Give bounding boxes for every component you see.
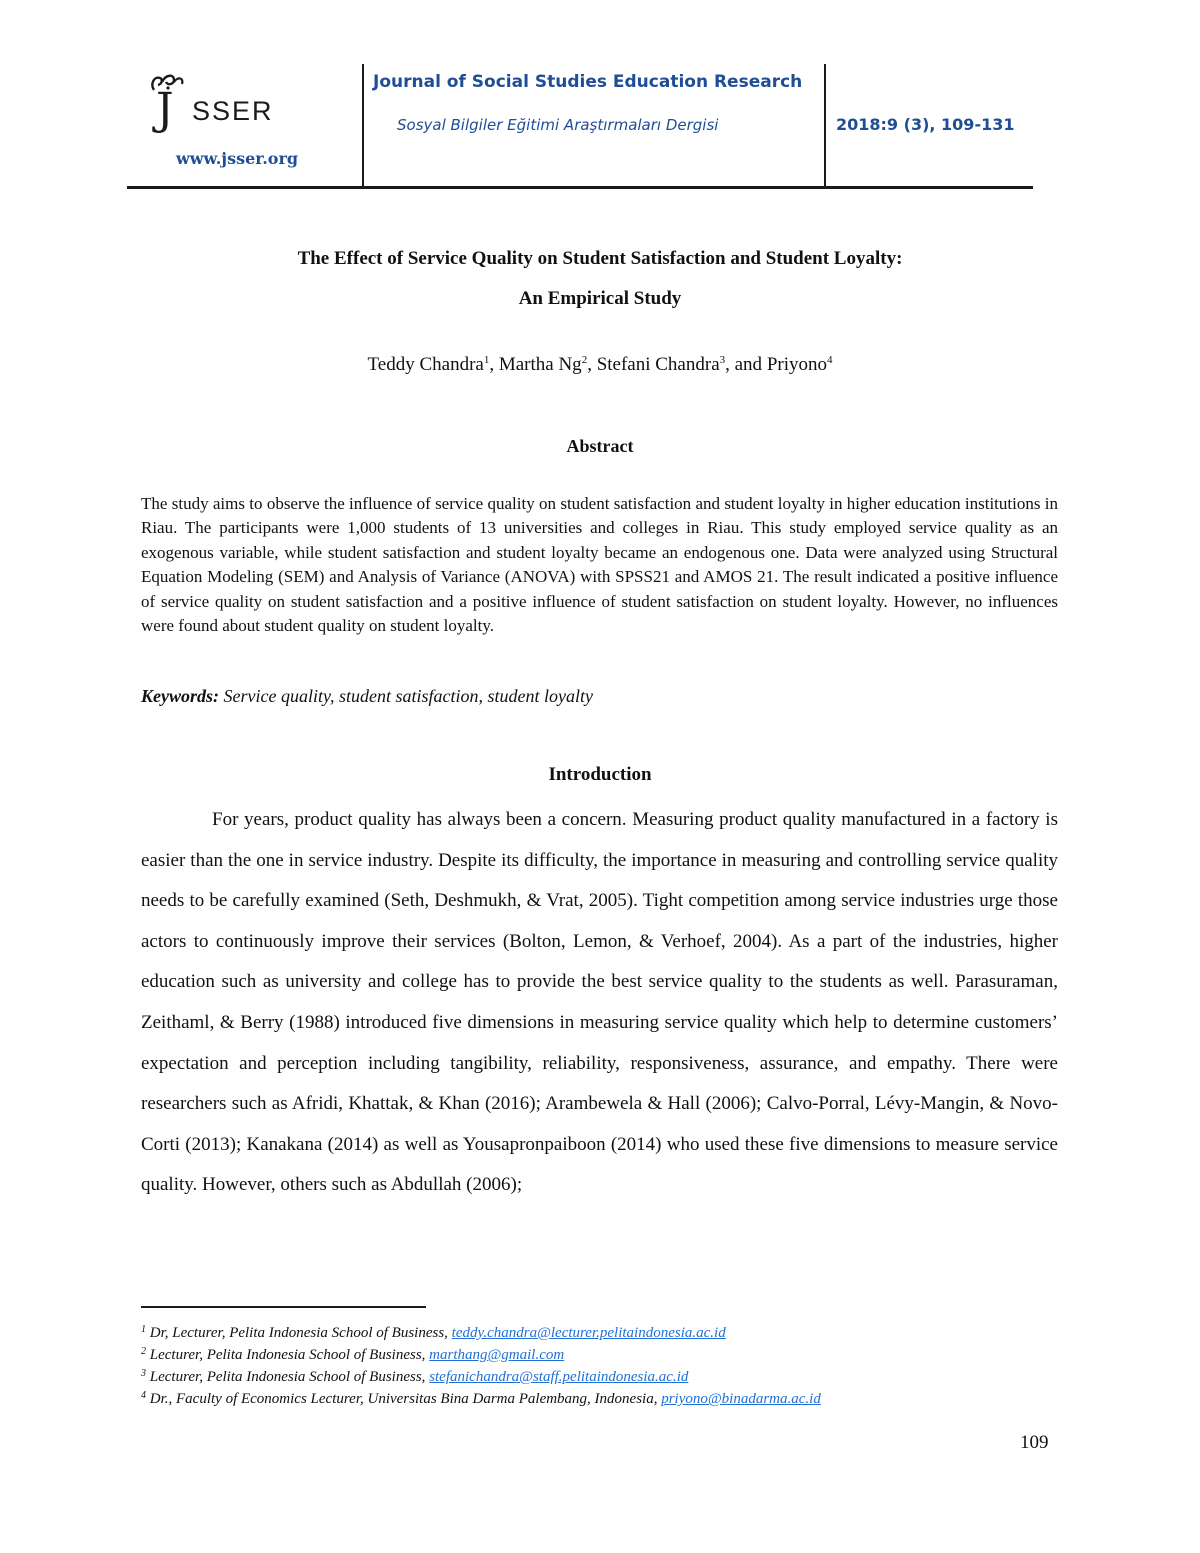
journal-title: Journal of Social Studies Education Research (373, 72, 803, 92)
author-affiliation-mark: 4 (827, 354, 833, 366)
footnote-email-link[interactable]: stefanichandra@staff.pelitaindonesia.ac.id (429, 1369, 689, 1385)
author-separator: , (489, 354, 499, 375)
footnote-item (141, 1344, 1071, 1366)
author-name: Stefani Chandra (596, 354, 720, 375)
logo-text: SSER (192, 96, 274, 126)
author-name: Teddy Chandra (367, 354, 484, 375)
keywords-text: Service quality, student satisfaction, student loyalty (223, 686, 593, 706)
footnote-number: 4 (141, 1390, 146, 1401)
logo-initial: J (156, 84, 174, 135)
author-name: Martha Ng (498, 354, 582, 375)
footnote-item (141, 1322, 1071, 1344)
header-divider-left (362, 64, 364, 186)
footnote-rule (141, 1306, 426, 1308)
paper-title-line-1: The Effect of Service Quality on Student Satisfaction and Student Loyalty: (297, 248, 903, 269)
journal-logo (148, 70, 318, 135)
footnote-text: Lecturer, Pelita Indonesia School of Business, (146, 1347, 430, 1363)
footnote-number: 3 (141, 1368, 146, 1379)
keywords (141, 686, 593, 707)
keywords-label: Keywords: (141, 686, 219, 706)
header-divider-right (824, 64, 826, 186)
footnote-email-link[interactable]: marthang@gmail.com (429, 1347, 565, 1363)
footnote-item (141, 1388, 1071, 1410)
footnote-number: 1 (141, 1324, 146, 1335)
journal-volume: 2018:9 (3), 109-131 (836, 115, 1015, 134)
author-affiliation-mark: 1 (483, 354, 490, 366)
footnote-number: 2 (141, 1346, 146, 1357)
footnote-text: Dr., Faculty of Economics Lecturer, Universitas Bina Darma Palembang, Indonesia, (146, 1391, 662, 1407)
footnote-text: Dr, Lecturer, Pelita Indonesia School of Business, (146, 1325, 452, 1341)
abstract-heading: Abstract (566, 436, 634, 456)
author-affiliation-mark: 2 (581, 354, 588, 366)
footnote-email-link[interactable]: priyono@binadarma.ac.id (661, 1391, 821, 1407)
author-separator: , (587, 354, 597, 375)
author-separator: , and (725, 354, 767, 375)
author-name: Priyono (766, 354, 827, 375)
author-affiliation-mark: 3 (719, 354, 726, 366)
introduction-heading: Introduction (548, 764, 652, 785)
footnote-text: Lecturer, Pelita Indonesia School of Business, (146, 1369, 430, 1385)
site-url-link[interactable]: www.jsser.org (176, 149, 299, 168)
header-rule (127, 186, 1033, 189)
footnote-item (141, 1366, 1071, 1388)
journal-subtitle: Sosyal Bilgiler Eğitimi Araştırmaları Dergisi (397, 116, 719, 134)
introduction-body: For years, product quality has always been a concern. Measuring product quality manufactured in a factory is easier than the one in service industry. Despite its difficulty, the importance in measuring and controlling service quality needs to be carefully examined (Seth, Deshmukh, & Vrat, 2005). Tight competition among service industries urge those actors to continuously improve their services (Bolton, Lemon, & Verhoef, 2004). As a part of the industries, higher education such as university and college has to provide the best service quality to the students as well. Parasuraman, Zeithaml, & Berry (1988) introduced five dimensions in measuring service quality which help to determine customers’ expectation and perception including tangibility, reliability, responsiveness, assurance, and empathy. There were researchers such as Afridi, Khattak, & Khan (2016); Arambewela & Hall (2006); Calvo-Porral, Lévy-Mangin, & Novo-Corti (2013); Kanakana (2014) as well as Yousapronpaiboon (2014) who used these five dimensions to measure service quality. However, others such as Abdullah (2006); (141, 809, 1058, 1196)
paper-title-line-2: An Empirical Study (518, 288, 682, 309)
abstract-body: The study aims to observe the influence of service quality on student satisfaction and student loyalty in higher education institutions in Riau. The participants were 1,000 students of 13 universities and colleges in Riau. This study employed service quality as an exogenous variable, while student satisfaction and student loyalty became an endogenous one. Data were analyzed using Structural Equation Modeling (SEM) and Analysis of Variance (ANOVA) with SPSS21 and AMOS 21. The result indicated a positive influence of service quality on student satisfaction and a positive influence of student satisfaction on student loyalty. However, no influences were found about student quality on student loyalty. (141, 494, 1058, 636)
author-list (0, 354, 1200, 376)
footnotes (141, 1322, 1071, 1410)
footnote-email-link[interactable]: teddy.chandra@lecturer.pelitaindonesia.ac.id (451, 1325, 726, 1341)
page-number: 109 (1020, 1432, 1049, 1453)
